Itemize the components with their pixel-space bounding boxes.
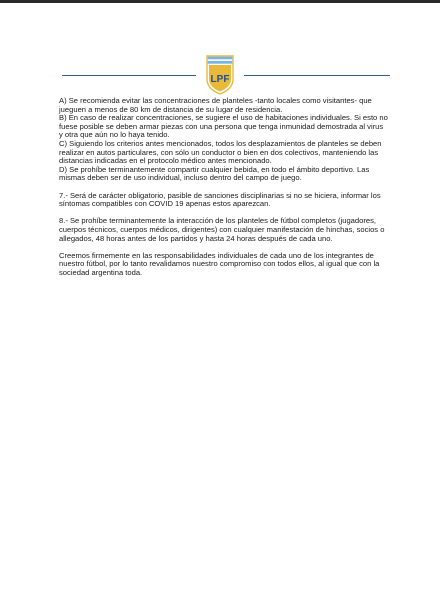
header-rule-right: [244, 75, 390, 76]
document-page: [0, 3, 440, 597]
paragraph-8: 8.- Se prohíbe terminantemente la interacción de los planteles de fútbol completos (jugadores, cuerpos técnicos, cuerpos médicos, dirigentes) con cualquier manifestación de hinchas, socios o allegados, 48 horas antes de los partidos y hasta 24 horas después de cada uno.: [59, 216, 385, 243]
document-header: [0, 55, 440, 95]
paragraph-d: D) Se prohíbe terminantemente compartir cualquier bebida, en todo el ámbito deportivo. Las mismas deben ser de uso individual, incluso dentro del campo de juego.: [59, 164, 370, 183]
paragraph-c: C) Siguiendo los criterios antes mencionados, todos los desplazamientos de planteles se deben realizar en autos particulares, con sólo un conductor o bien en dos colectivos, manteniendo las distancias indicadas en el protocolo médico antes mencionado.: [59, 138, 382, 166]
paragraph-a: A) Se recomienda evitar las concentraciones de planteles -tanto locales como visitantes- que jueguen a menos de 80 km de distancia de su lugar de residencia.: [59, 96, 372, 114]
paragraph-7: 7.- Será de carácter obligatorio, pasible de sanciones disciplinarias si no se hiciera, informar los síntomas compatibles con COVID 19 apenas estos aparezcan.: [59, 190, 381, 209]
lpf-shield-logo-icon: [204, 55, 236, 95]
svg-text:LPF: LPF: [210, 74, 230, 85]
header-rule-left: [62, 75, 196, 76]
document-body: [59, 97, 389, 277]
paragraph-b: B) En caso de realizar concentraciones, se sugiere el uso de habitaciones individuales. Si esto no fuese posible se deben armar piezas con una persona que tenga inmunidad demostrada al virus y otra que aún no lo haya tenido.: [59, 113, 388, 140]
paragraph-closing: Creemos firmemente en las responsabilidades individuales de cada uno de los integrantes de nuestro fútbol, por lo tanto revalidamos nuestro compromiso con todos ellos, al igual que con la sociedad argentina toda.: [59, 250, 380, 277]
